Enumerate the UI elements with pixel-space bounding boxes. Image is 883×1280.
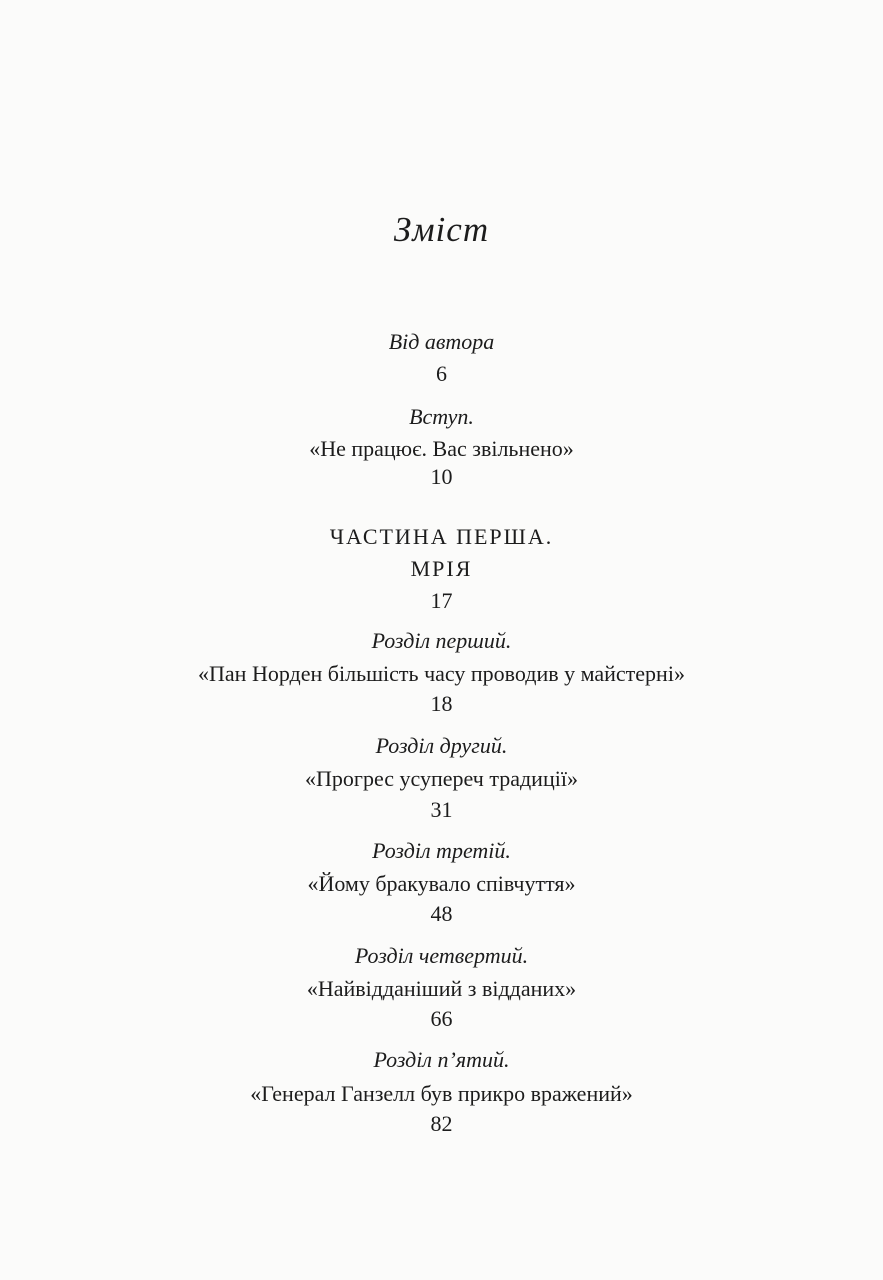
- toc-part-heading: ЧАСТИНА ПЕРША.: [329, 524, 554, 549]
- toc-entry-page-number: 18: [430, 691, 453, 716]
- toc-entry-title: «Прогрес усупереч традиції»: [305, 766, 578, 791]
- toc-entry-heading: Розділ перший.: [371, 628, 512, 653]
- toc-entry-page-number: 82: [430, 1111, 453, 1136]
- toc-entry-title: «Не працює. Вас звільнено»: [309, 436, 574, 461]
- toc-entry-title: «Найвідданіший з відданих»: [306, 976, 577, 1001]
- toc-entry-page-number: 10: [430, 464, 453, 489]
- page-title: Зміст: [393, 210, 490, 249]
- toc-entry-title: «Генерал Ганзелл був прикро вражений»: [250, 1081, 633, 1106]
- toc-entry-heading: Від автора: [388, 329, 495, 354]
- toc-entry-heading: Розділ третій.: [372, 838, 511, 863]
- toc-entry-heading: Вступ.: [409, 404, 474, 429]
- toc-entry-heading: Розділ другий.: [375, 733, 508, 758]
- toc-entry-page-number: 17: [430, 588, 453, 613]
- toc-entry-title: «Йому бракувало співчуття»: [307, 871, 576, 896]
- toc-entry-page-number: 31: [430, 797, 453, 822]
- toc-part-subtitle: МРІЯ: [410, 556, 473, 581]
- toc-entry-page-number: 66: [430, 1006, 453, 1031]
- toc-entry-page-number: 48: [430, 901, 453, 926]
- toc-entry-title: «Пан Норден більшість часу проводив у майстерні»: [198, 661, 685, 686]
- toc-entry-page-number: 6: [436, 361, 447, 386]
- toc-entry-heading: Розділ п’ятий.: [373, 1047, 510, 1072]
- toc-entry-heading: Розділ четвертий.: [354, 943, 529, 968]
